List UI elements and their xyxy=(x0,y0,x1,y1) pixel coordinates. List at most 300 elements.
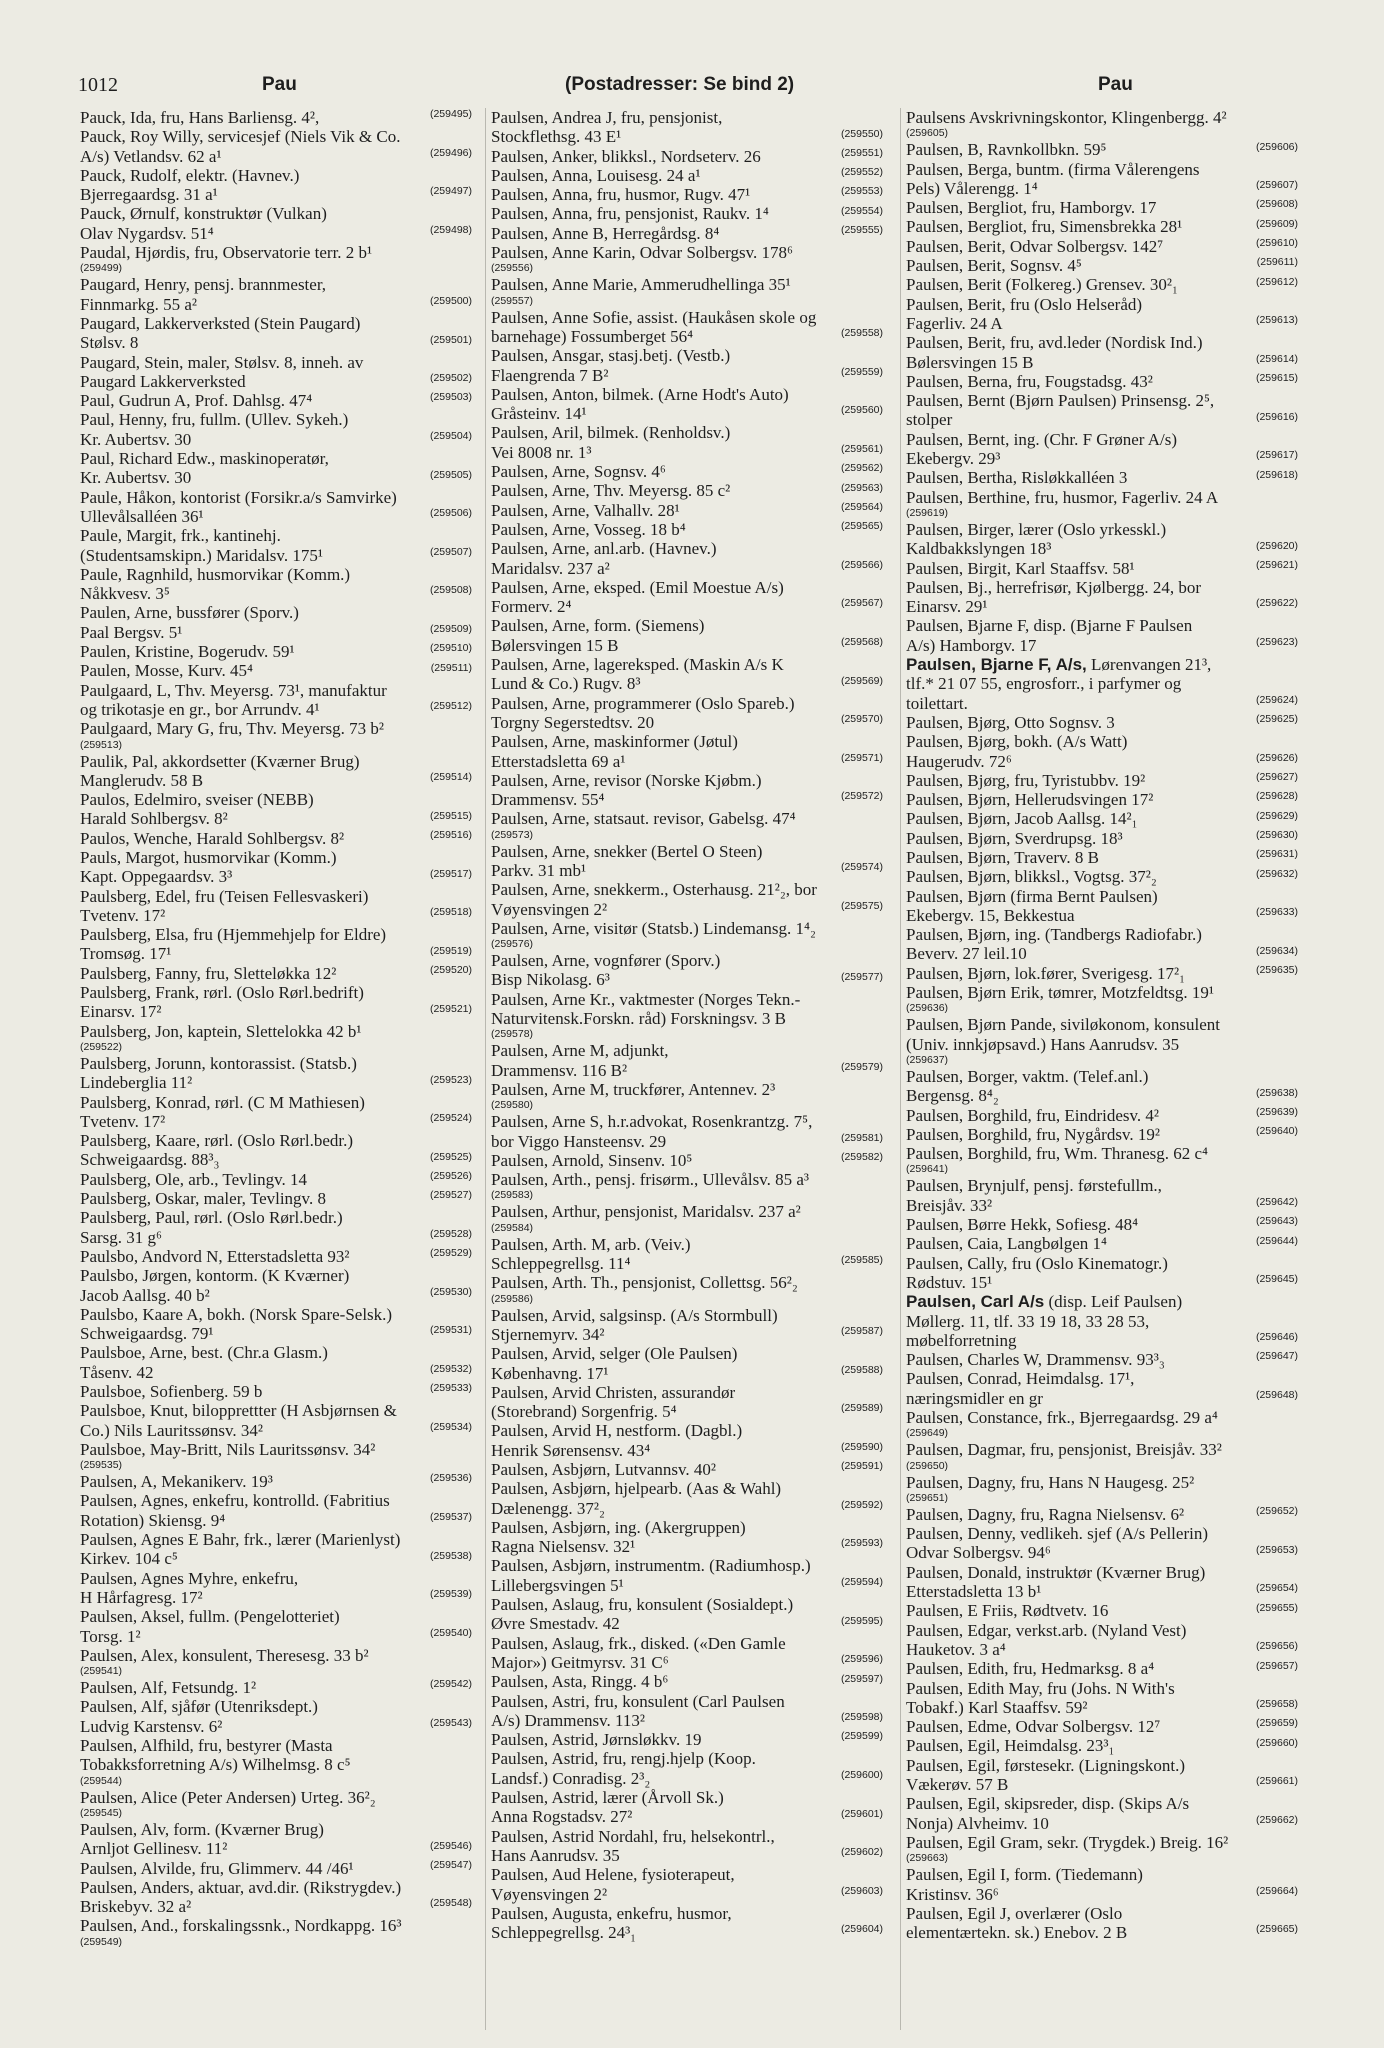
directory-entry xyxy=(491,1112,883,1151)
entry-text: Paul, Gudrun A, Prof. Dahlsg. 47⁴ xyxy=(80,391,313,411)
entry-code: (259544) xyxy=(80,1774,123,1787)
directory-entry xyxy=(80,166,472,205)
directory-entry xyxy=(80,925,472,964)
entry-code: (259643) xyxy=(1255,1215,1298,1228)
directory-entry xyxy=(906,771,1298,790)
directory-entry xyxy=(80,1247,472,1266)
directory-column-2 xyxy=(491,108,883,1942)
directory-entry xyxy=(491,224,883,243)
entry-text: Paulsen, Agnes Myhre, enkefru, H Hårfagresg. 17² xyxy=(80,1568,299,1607)
entry-code: (259523) xyxy=(429,1073,472,1086)
entry-text: Paulsen, Anders, aktuar, avd.dir. (Rikstrygdev.) Briskebyv. 32 a² xyxy=(80,1877,402,1917)
entry-text: Paul, Richard Edw., maskinoperatør, Kr. Aubertsv. 30 xyxy=(80,449,329,488)
entry-text: Paulsen, Egil, skipsreder, disp. (Skips A/s Nonja) Alvheimv. 10 xyxy=(906,1794,1190,1833)
directory-entry xyxy=(906,1717,1298,1736)
entry-code: (259613) xyxy=(1255,314,1298,327)
entry-code: (259579) xyxy=(840,1060,883,1073)
entry-text: Paulsen, Anne Karin, Odvar Solbergsv. 178⁶ xyxy=(491,243,793,263)
entry-code: (259639) xyxy=(1255,1105,1298,1118)
entry-text: Pauck, Ørnulf, konstruktør (Vulkan) Olav Nygardsv. 51⁴ xyxy=(80,204,327,243)
entry-text: Paulsen, Borghild, fru, Wm. Thranesg. 62 c⁴ xyxy=(906,1144,1208,1164)
entry-text: Paulsen, Charles W, Drammensv. 93³₃ xyxy=(906,1350,1165,1370)
directory-entry xyxy=(906,809,1298,828)
directory-entry xyxy=(80,790,472,829)
entry-text: Paulsen, Bjørn, ing. (Tandbergs Radiofabr.) Beverv. 27 leil.10 xyxy=(906,925,1202,964)
entry-code: (259549) xyxy=(80,1935,123,1948)
directory-entry xyxy=(906,867,1298,886)
entry-text: Paugard, Lakkerverksted (Stein Paugard) Stølsv. 8 xyxy=(80,313,361,353)
entry-text: Paulsen, Astrid, Jørnsløkkv. 19 xyxy=(491,1730,702,1750)
entry-text: Paulsbo, Jørgen, kontorm. (K Kværner) Jacob Aallsg. 40 b² xyxy=(80,1266,350,1305)
entry-code: (259588) xyxy=(840,1363,883,1376)
directory-entry xyxy=(491,1460,883,1479)
entry-code: (259562) xyxy=(840,462,883,475)
entry-code: (259582) xyxy=(840,1151,883,1164)
entry-code: (259514) xyxy=(429,771,472,784)
entry-text: Paulsen, Andrea J, fru, pensjonist, Stockflethsg. 43 E¹ xyxy=(491,108,723,147)
entry-code: (259632) xyxy=(1255,867,1298,880)
entry-code: (259595) xyxy=(840,1614,883,1627)
entry-text: Pauck, Rudolf, elektr. (Havnev.) Bjerregaardsg. 31 a¹ xyxy=(80,165,300,205)
entry-code: (259563) xyxy=(840,481,883,494)
directory-entry xyxy=(80,526,472,565)
directory-entry xyxy=(80,127,472,166)
entry-code: (259521) xyxy=(429,1002,472,1015)
entry-text: Paulsen, Anna, Louisesg. 24 a¹ xyxy=(491,165,701,185)
entry-code: (259495) xyxy=(429,108,472,121)
entry-text: Paulsberg, Jon, kaptein, Slettelokka 42 b¹ xyxy=(80,1021,362,1041)
entry-code: (259599) xyxy=(840,1730,883,1743)
entry-code: (259496) xyxy=(429,146,472,159)
directory-entry xyxy=(906,1736,1298,1755)
entry-code: (259655) xyxy=(1255,1601,1298,1614)
directory-entry xyxy=(906,1254,1298,1293)
entry-code: (259661) xyxy=(1255,1775,1298,1788)
entry-text: Paulsen, Aslaug, fru, konsulent (Sosialdept.) Øvre Smestadv. 42 xyxy=(491,1595,794,1634)
directory-entry xyxy=(906,295,1298,334)
entry-text: Paulik, Pal, akkordsetter (Kværner Brug) Manglerudv. 58 B xyxy=(80,751,360,790)
directory-entry xyxy=(80,1440,472,1472)
entry-text: Paulsen, Bjørg, fru, Tyristubbv. 19² xyxy=(906,770,1146,790)
entry-code: (259649) xyxy=(906,1427,949,1440)
directory-entry xyxy=(80,1472,472,1491)
entry-text: Paulsen, Agnes E Bahr, frk., lærer (Marienlyst) Kirkev. 104 c⁵ xyxy=(80,1530,401,1569)
entry-text: Paule, Håkon, kontorist (Forsikr.a/s Samvirke) Ullevålsalléen 36¹ xyxy=(80,487,397,526)
directory-entry xyxy=(906,1659,1298,1678)
entry-code: (259508) xyxy=(429,584,472,597)
entry-text: Paulsberg, Elsa, fru (Hjemmehjelp for Eldre) Tromsøg. 17¹ xyxy=(80,925,387,964)
directory-entry xyxy=(491,1672,883,1691)
entry-code: (259520) xyxy=(429,964,472,977)
directory-entry xyxy=(80,752,472,791)
entry-code: (259642) xyxy=(1255,1196,1298,1209)
entry-code: (259500) xyxy=(429,294,472,307)
entry-code: (259648) xyxy=(1255,1389,1298,1401)
entry-text: Paulsen, Astrid, lærer (Årvoll Sk.) Anna Rogstadsv. 27² xyxy=(491,1788,724,1827)
entry-text: Paulsen, Bjørn (firma Bernt Paulsen) Ekebergv. 15, Bekkestua xyxy=(906,886,1158,925)
entry-code: (259651) xyxy=(906,1491,949,1504)
entry-code: (259497) xyxy=(429,185,472,198)
entry-text: Paulsberg, Oskar, maler, Tevlingv. 8 xyxy=(80,1189,326,1209)
entry-code: (259662) xyxy=(1255,1813,1298,1826)
directory-entry xyxy=(491,385,883,424)
entry-code: (259554) xyxy=(840,204,883,217)
entry-text: Paulen, Kristine, Bogerudv. 59¹ xyxy=(80,642,295,662)
entry-code: (259535) xyxy=(80,1459,123,1472)
directory-entry xyxy=(80,829,472,848)
entry-code: (259654) xyxy=(1255,1582,1298,1595)
directory-entry xyxy=(906,160,1298,199)
entry-text: Paulsen, Arne, Thv. Meyersg. 85 c² xyxy=(491,481,731,501)
directory-entry xyxy=(491,1151,883,1170)
directory-entry xyxy=(906,655,1298,713)
directory-entry xyxy=(80,887,472,926)
entry-code: (259551) xyxy=(840,146,883,159)
directory-entry xyxy=(80,410,472,449)
entry-code: (259587) xyxy=(840,1325,883,1338)
entry-code: (259557) xyxy=(491,294,534,307)
directory-entry xyxy=(491,1383,883,1422)
directory-entry xyxy=(491,880,883,919)
entry-text: Paulsen, Anne Marie, Ammerudhellinga 35¹ xyxy=(491,275,791,295)
entry-text: Paulsen, Egil J, overlærer (Oslo elementærtekn. sk.) Enebov. 2 B xyxy=(906,1903,1128,1943)
directory-entry xyxy=(906,713,1298,732)
directory-entry xyxy=(80,275,472,314)
entry-code: (259568) xyxy=(840,636,883,649)
entry-text: Paulsberg, Konrad, rørl. (C M Mathiesen) Tvetenv. 17² xyxy=(80,1092,365,1131)
entry-text: Paulsen, Bergliot, fru, Hamborgv. 17 xyxy=(906,198,1157,218)
directory-entry xyxy=(906,198,1298,217)
directory-entry xyxy=(80,1569,472,1608)
entry-text: Paulsen, Asbjørn, Lutvannsv. 40² xyxy=(491,1460,716,1479)
directory-entry xyxy=(491,951,883,990)
entry-text: Paulsen, A, Mekanikerv. 19³ xyxy=(80,1472,273,1492)
directory-entry xyxy=(906,275,1298,294)
entry-text: Paulsen, Asbjørn, ing. (Akergruppen) Ragna Nielsensv. 32¹ xyxy=(491,1517,746,1557)
directory-entry xyxy=(906,1601,1298,1620)
entry-code: (259538) xyxy=(429,1549,472,1562)
entry-code: (259570) xyxy=(840,713,883,726)
entry-text: Paulsen, Alvilde, fru, Glimmerv. 44 /46¹ xyxy=(80,1858,354,1878)
entry-code: (259641) xyxy=(906,1163,949,1176)
entry-code: (259510) xyxy=(429,642,472,655)
directory-entry xyxy=(906,1794,1298,1833)
directory-entry xyxy=(906,1176,1298,1215)
entry-code: (259539) xyxy=(429,1588,472,1601)
entry-code: (259507) xyxy=(429,545,472,558)
directory-entry xyxy=(491,655,883,694)
entry-code: (259585) xyxy=(840,1254,883,1267)
entry-text: Paulsen, Borghild, fru, Eindridesv. 4² xyxy=(906,1105,1159,1125)
directory-entry xyxy=(80,1170,472,1189)
entry-code: (259511) xyxy=(430,661,472,674)
column-divider xyxy=(485,108,486,2030)
entry-text: Paulsen, Arne, vognfører (Sporv.) Bisp Nikolasg. 6³ xyxy=(491,951,721,990)
directory-entry xyxy=(80,1607,472,1646)
directory-entry xyxy=(80,1022,472,1054)
entry-code: (259541) xyxy=(80,1665,123,1678)
entry-text: Paulsen, Bjørn, Jacob Aallsg. 14²₁ xyxy=(906,809,1138,829)
entry-text: Paulsen, Bjørn, Traverv. 8 B xyxy=(906,847,1099,867)
entry-text: Paulsen, Birgit, Karl Staaffsv. 58¹ xyxy=(906,558,1135,578)
entry-text: Paulsberg, Frank, rørl. (Oslo Rørl.bedrift) Einarsv. 17² xyxy=(80,983,364,1022)
directory-entry xyxy=(491,204,883,223)
directory-entry xyxy=(80,391,472,410)
entry-text: Paulsen, Berga, buntm. (firma Vålerengens Pels) Vålerengg. 1⁴ xyxy=(906,159,1200,198)
entry-code: (259575) xyxy=(840,899,883,912)
entry-code: (259617) xyxy=(1255,449,1298,462)
entry-code: (259559) xyxy=(840,365,883,378)
directory-entry xyxy=(80,1189,472,1208)
entry-text: Paulsen, Arne, programmerer (Oslo Spareb.) Torgny Segerstedtsv. 20 xyxy=(491,693,795,732)
directory-entry xyxy=(80,1343,472,1382)
entry-code: (259516) xyxy=(429,828,472,841)
directory-entry xyxy=(906,1524,1298,1563)
entry-code: (259602) xyxy=(840,1846,883,1859)
entry-text: Paulsen, Edith, fru, Hedmarksg. 8 a⁴ xyxy=(906,1659,1155,1679)
entry-code: (259543) xyxy=(429,1717,472,1730)
directory-entry xyxy=(80,243,472,275)
entry-code: (259623) xyxy=(1255,636,1298,649)
entry-text: Paulsen, Ansgar, stasj.betj. (Vestb.) Flaengrenda 7 B² xyxy=(491,346,731,385)
entry-text: Paulsen, Donald, instruktør (Kværner Brug) Etterstadsletta 13 b¹ xyxy=(906,1562,1206,1602)
entry-text: Paulsen, Berit, Odvar Solbergsv. 142⁷ xyxy=(906,236,1164,256)
entry-code: (259555) xyxy=(840,224,883,237)
directory-entry xyxy=(80,719,472,751)
entry-text: Paulsen, Arne M, adjunkt, Drammensv. 116 B² xyxy=(491,1041,669,1080)
entry-text: Paulsen, Bj., herrefrisør, Kjølbergg. 24, bor Einarsv. 29¹ xyxy=(906,577,1202,617)
entry-text: Paulsen, Asbjørn, hjelpearb. (Aas & Wahl) Dælenengg. 37²₂ xyxy=(491,1479,782,1518)
entry-text: Paulsen, Arne, Sognsv. 4⁶ xyxy=(491,462,666,482)
entry-code: (259612) xyxy=(1255,275,1298,288)
directory-entry xyxy=(906,1904,1298,1943)
entry-code: (259553) xyxy=(840,185,883,198)
directory-entry xyxy=(906,256,1298,275)
entry-text: Paulgaard, L, Thv. Meyersg. 73¹, manufaktur og trikotasje en gr., bor Arrundv. 4¹ xyxy=(80,680,387,719)
entry-code: (259547) xyxy=(429,1858,472,1871)
directory-entry xyxy=(906,983,1298,1015)
entry-text: Paulsen, Agnes, enkefru, kontrolld. (Fabritius Rotation) Skiensg. 9⁴ xyxy=(80,1491,390,1530)
directory-entry xyxy=(491,423,883,462)
entry-text: Paulsen, Arne, Vosseg. 18 b⁴ xyxy=(491,519,686,539)
directory-entry xyxy=(80,642,472,661)
entry-text: Paulsen, Arne, statsaut. revisor, Gabelsg. 47⁴ xyxy=(491,809,796,829)
directory-entry xyxy=(80,1054,472,1093)
entry-text: Paulsberg, Fanny, fru, Sletteløkka 12² xyxy=(80,963,337,983)
entry-code: (259529) xyxy=(429,1247,472,1260)
entry-code: (259569) xyxy=(840,674,883,687)
directory-entry xyxy=(906,1292,1298,1350)
entry-code: (259663) xyxy=(906,1852,949,1865)
entry-code: (259650) xyxy=(906,1459,949,1472)
directory-entry xyxy=(491,166,883,185)
directory-entry xyxy=(906,964,1298,983)
entry-code: (259504) xyxy=(429,430,472,443)
entry-code: (259605) xyxy=(906,127,949,140)
entry-text: Paule, Ragnhild, husmorvikar (Komm.) Nåkkvesv. 3⁵ xyxy=(80,564,351,604)
running-head-center: (Postadresser: Se bind 2) xyxy=(565,74,795,95)
entry-code: (259600) xyxy=(840,1769,883,1782)
directory-entry xyxy=(906,1106,1298,1125)
entry-code: (259548) xyxy=(429,1897,472,1910)
directory-entry xyxy=(906,520,1298,559)
directory-entry xyxy=(80,1736,472,1788)
entry-text: Paulsen, Børre Hekk, Sofiesg. 48⁴ xyxy=(906,1215,1139,1235)
directory-entry xyxy=(906,1015,1298,1067)
directory-entry xyxy=(80,565,472,604)
directory-entry xyxy=(906,616,1298,655)
entry-code: (259532) xyxy=(429,1363,472,1375)
entry-code: (259574) xyxy=(840,861,883,874)
entry-text: Paulsen, Bjørn, Hellerudsvingen 17² xyxy=(906,790,1154,810)
directory-entry xyxy=(906,108,1298,140)
entry-text: Pauck, Roy Willy, servicesjef (Niels Vik & Co. A/s) Vetlandsv. 62 a¹ xyxy=(80,127,401,166)
entry-code: (259590) xyxy=(840,1441,883,1453)
entry-code: (259591) xyxy=(840,1460,883,1473)
entry-text: Paulsen, Arne, snekker (Bertel O Steen) Parkv. 31 mb¹ xyxy=(491,841,763,880)
entry-text: Paulen, Mosse, Kurv. 45⁴ xyxy=(80,661,253,681)
entry-code: (259577) xyxy=(840,970,883,983)
directory-entry xyxy=(491,147,883,166)
entry-code: (259638) xyxy=(1255,1086,1298,1099)
entry-text: Paudal, Hjørdis, fru, Observatorie terr. 2 b¹ xyxy=(80,243,373,263)
directory-entry xyxy=(491,1202,883,1234)
directory-entry xyxy=(80,1208,472,1247)
directory-entry xyxy=(906,1756,1298,1795)
entry-code: (259584) xyxy=(491,1221,534,1234)
entry-text: Paulsen, Arth. Th., pensjonist, Collettsg. 56²₂ xyxy=(491,1273,798,1293)
entry-text: Paulsboe, May-Britt, Nils Lauritssønsv. 34² xyxy=(80,1439,376,1459)
directory-entry xyxy=(906,1440,1298,1472)
entry-text: Paulsen, Bernt (Bjørn Paulsen) Prinsensg. 2⁵, stolper xyxy=(906,391,1215,430)
directory-entry xyxy=(906,559,1298,578)
entry-code: (259501) xyxy=(429,333,472,346)
directory-entry xyxy=(906,1067,1298,1106)
directory-entry xyxy=(491,1634,883,1673)
entry-code: (259567) xyxy=(840,597,883,610)
entry-code: (259573) xyxy=(491,828,534,841)
entry-code: (259524) xyxy=(429,1112,472,1125)
directory-entry xyxy=(491,919,883,951)
entry-code: (259618) xyxy=(1255,468,1298,481)
directory-entry xyxy=(491,1170,883,1202)
directory-entry xyxy=(906,925,1298,964)
directory-column-1 xyxy=(80,108,472,1949)
entry-text: Paulsen, Arvid H, nestform. (Dagbl.) Henrik Sørensensv. 43⁴ xyxy=(491,1421,743,1460)
entry-code: (259596) xyxy=(840,1653,883,1666)
directory-entry xyxy=(906,848,1298,867)
entry-code: (259509) xyxy=(429,623,472,636)
directory-entry xyxy=(80,1788,472,1820)
directory-entry xyxy=(491,501,883,520)
entry-code: (259630) xyxy=(1255,828,1298,841)
entry-text: Paulsen, Astrid Nordahl, fru, helsekontrl., Hans Aanrudsv. 35 xyxy=(491,1826,775,1865)
entry-text: Paulsen, Caia, Langbølgen 1⁴ xyxy=(906,1234,1107,1254)
entry-text: Paulsboe, Arne, best. (Chr.a Glasm.) Tåsenv. 42 xyxy=(80,1343,328,1382)
entry-code: (259556) xyxy=(491,262,534,275)
directory-entry xyxy=(491,1865,883,1904)
directory-entry xyxy=(491,520,883,539)
entry-text: Paulgaard, Mary G, fru, Thv. Meyersg. 73 b² xyxy=(80,719,384,739)
firm-name: Paulsen, Carl A/s xyxy=(906,1292,1045,1312)
entry-code: (259540) xyxy=(429,1626,472,1639)
directory-entry xyxy=(491,694,883,733)
directory-entry xyxy=(906,829,1298,848)
entry-text: Paulsen, E Friis, Rødtvetv. 16 xyxy=(906,1601,1109,1621)
entry-text: Paulsen, Bertha, Risløkkalléen 3 xyxy=(906,468,1128,488)
directory-entry xyxy=(80,1678,472,1697)
entry-text: Paulos, Wenche, Harald Sohlbergsv. 8² xyxy=(80,828,345,848)
entry-code: (259625) xyxy=(1255,713,1298,726)
directory-entry xyxy=(491,539,883,578)
directory-entry xyxy=(491,308,883,347)
entry-text: Paulsen, Arne Kr., vaktmester (Norges Tekn.- Naturvitensk.Forskn. råd) Forskningsv. 3 B xyxy=(491,989,801,1029)
entry-code: (259606) xyxy=(1255,140,1298,153)
entry-code: (259597) xyxy=(840,1672,883,1685)
entry-text: Paulsen, Alf, Fetsundg. 1² xyxy=(80,1678,257,1698)
entry-text: Paule, Margit, frk., kantinehj. (Studentsamskipn.) Maridalsv. 175¹ xyxy=(80,526,323,565)
entry-code: (259518) xyxy=(429,906,472,919)
directory-entry xyxy=(906,1408,1298,1440)
entry-code: (259645) xyxy=(1255,1273,1298,1286)
entry-code: (259552) xyxy=(840,166,883,179)
entry-code: (259593) xyxy=(840,1537,883,1550)
entry-code: (259545) xyxy=(80,1806,123,1819)
entry-text: Paulsen, B, Ravnkollbkn. 59⁵ xyxy=(906,140,1107,160)
entry-text: Paulsbo, Andvord N, Etterstadsletta 93² xyxy=(80,1246,350,1266)
entry-text: Paulsen, Bjarne F, A/s, Lørenvangen 21³, tlf.* 21 07 55, engrosforr., i parfymer og toilettart. xyxy=(906,655,1212,713)
entry-code: (259631) xyxy=(1255,848,1298,861)
entry-code: (259505) xyxy=(429,468,472,481)
directory-entry xyxy=(491,1692,883,1731)
entry-text: Paulsen, Denny, vedlikeh. sjef (A/s Pellerin) Odvar Solbergsv. 94⁶ xyxy=(906,1524,1208,1563)
directory-entry xyxy=(80,848,472,887)
directory-entry xyxy=(491,1556,883,1595)
entry-text: Paulsen, Bjørn, lok.fører, Sverigesg. 17²₁ xyxy=(906,963,1185,983)
running-head-right: Pau xyxy=(1098,74,1133,95)
entry-text: Paulsen, Dagny, fru, Hans N Haugesg. 25² xyxy=(906,1472,1195,1492)
entry-code: (259640) xyxy=(1255,1125,1298,1138)
directory-entry xyxy=(491,1827,883,1866)
entry-text: Paulsen, Arvid Christen, assurandør (Storebrand) Sorgenfrig. 5⁴ xyxy=(491,1382,736,1422)
entry-code: (259636) xyxy=(906,1002,949,1015)
entry-code: (259647) xyxy=(1255,1350,1298,1363)
directory-entry xyxy=(80,1697,472,1736)
directory-entry xyxy=(80,603,472,642)
entry-code: (259526) xyxy=(429,1170,472,1183)
entry-code: (259533) xyxy=(429,1382,472,1395)
entry-text: Pauls, Margot, husmorvikar (Komm.) Kapt. Oppegaardsv. 3³ xyxy=(80,847,337,887)
directory-entry xyxy=(80,1382,472,1401)
directory-entry xyxy=(491,1080,883,1112)
entry-text: Paulsen, Arvid, salgsinsp. (A/s Stormbull) Stjernemyrv. 34² xyxy=(491,1305,778,1344)
entry-code: (259537) xyxy=(429,1511,472,1524)
entry-code: (259571) xyxy=(840,751,883,764)
directory-column-3 xyxy=(906,108,1298,1942)
entry-text: Paulsberg, Edel, fru (Teisen Fellesvaskeri) Tvetenv. 17² xyxy=(80,886,369,925)
directory-entry xyxy=(80,1820,472,1859)
directory-entry xyxy=(491,1749,883,1788)
entry-text: Paulsberg, Jorunn, kontorassist. (Statsb.) Lindeberglia 11² xyxy=(80,1053,357,1093)
directory-entry xyxy=(80,1530,472,1569)
entry-text: Paulsen, Arne, visitør (Statsb.) Lindemansg. 1⁴₂ xyxy=(491,918,816,938)
entry-text: Paulsen, Cally, fru (Oslo Kinematogr.) Rødstuv. 15¹ xyxy=(906,1253,1168,1292)
entry-text: Paulsen, Asbjørn, instrumentm. (Radiumhosp.) Lillebergsvingen 5¹ xyxy=(491,1556,811,1595)
directory-entry xyxy=(491,108,883,147)
entry-text: Paulsen, Arne S, h.r.advokat, Rosenkrantzg. 7⁵, bor Viggo Hansteensv. 29 xyxy=(491,1112,813,1151)
entry-code: (259644) xyxy=(1255,1234,1298,1247)
directory-entry xyxy=(906,1679,1298,1718)
